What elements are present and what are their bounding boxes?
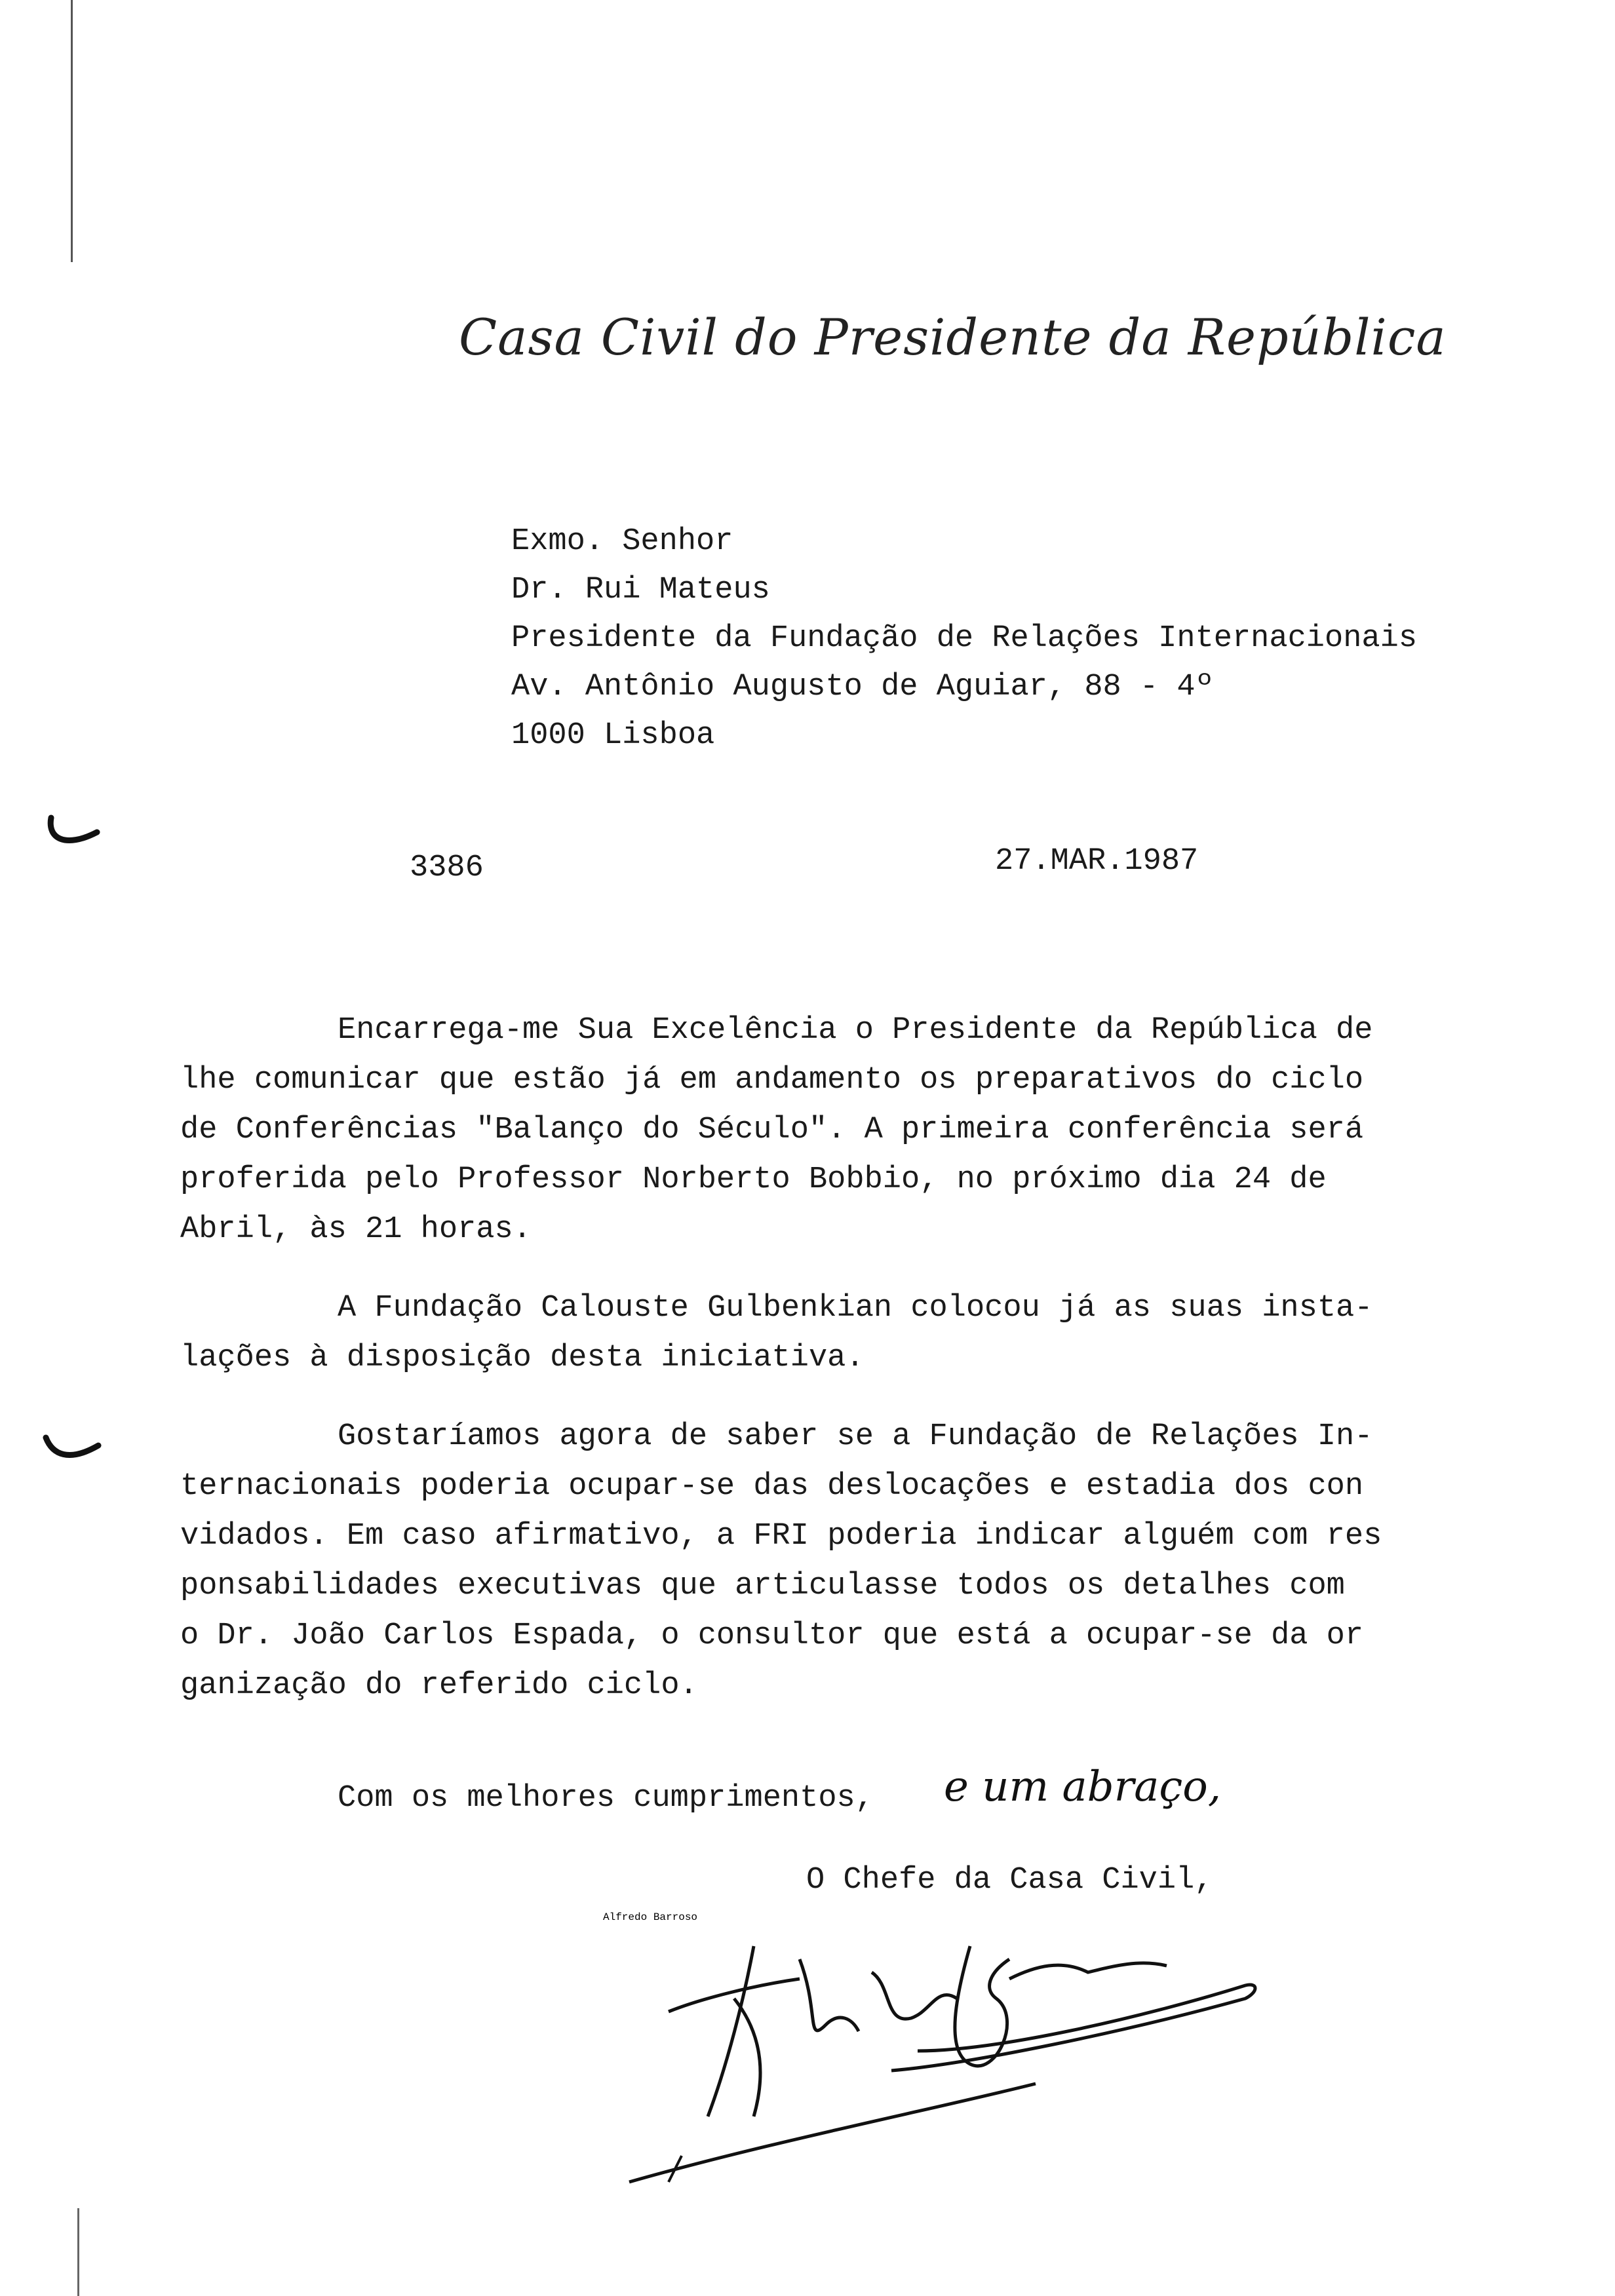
body-line: lhe comunicar que estão já em andamento os preparativos do ciclo — [180, 1063, 1364, 1098]
paragraph — [180, 1006, 1442, 1255]
body-line: Encarrega-me Sua Excelência o Presidente da República de — [338, 1013, 1373, 1048]
binding-edge-line — [71, 0, 73, 262]
address-line: Dr. Rui Mateus — [511, 573, 770, 607]
body-line: o Dr. João Carlos Espada, o consultor que está a ocupar-se da or — [180, 1618, 1364, 1653]
paragraph — [180, 1412, 1442, 1711]
signature-text: Alfredo Barroso — [603, 1911, 698, 1923]
handwritten-signature — [603, 1911, 1311, 2195]
address-line: Exmo. Senhor — [511, 524, 733, 559]
binding-mark-icon — [39, 813, 105, 852]
body-line: proferida pelo Professor Norberto Bobbio, no próximo dia 24 de — [180, 1162, 1327, 1197]
address-line: Av. Antônio Augusto de Aguiar, 88 - 4º — [511, 670, 1214, 704]
address-line: 1000 Lisboa — [511, 718, 715, 753]
body-line: A Fundação Calouste Gulbenkian colocou já as suas insta- — [338, 1291, 1373, 1326]
body-line: ganização do referido ciclo. — [180, 1668, 698, 1703]
body-line: Gostaríamos agora de saber se a Fundação de Relações In- — [338, 1419, 1373, 1454]
letter-body — [180, 1006, 1442, 1740]
body-line: vidados. Em caso afirmativo, a FRI poderia indicar alguém com res — [180, 1519, 1382, 1554]
body-line: de Conferências "Balanço do Século". A primeira conferência será — [180, 1113, 1364, 1147]
binding-edge-line-bottom — [77, 2208, 79, 2296]
binding-mark-icon — [39, 1428, 105, 1468]
recipient-address — [511, 518, 1417, 760]
body-line: lações à disposição desta iniciativa. — [180, 1341, 865, 1375]
address-line: Presidente da Fundação de Relações Internacionais — [511, 621, 1418, 656]
closing-salutation: Com os melhores cumprimentos, — [338, 1781, 874, 1816]
reference-number: 3386 — [410, 851, 484, 885]
signatory-title: O Chefe da Casa Civil, — [806, 1863, 1213, 1898]
handwritten-note: e um abraço, — [944, 1763, 1222, 1811]
letter-date: 27.MAR.1987 — [995, 844, 1199, 879]
body-line: ternacionais poderia ocupar-se das deslocações e estadia dos con — [180, 1469, 1364, 1504]
letterhead: Casa Civil do Presidente da República — [459, 308, 1447, 366]
body-line: Abril, às 21 horas. — [180, 1212, 532, 1247]
paragraph — [180, 1284, 1442, 1383]
body-line: ponsabilidades executivas que articulasse todos os detalhes com — [180, 1569, 1345, 1603]
